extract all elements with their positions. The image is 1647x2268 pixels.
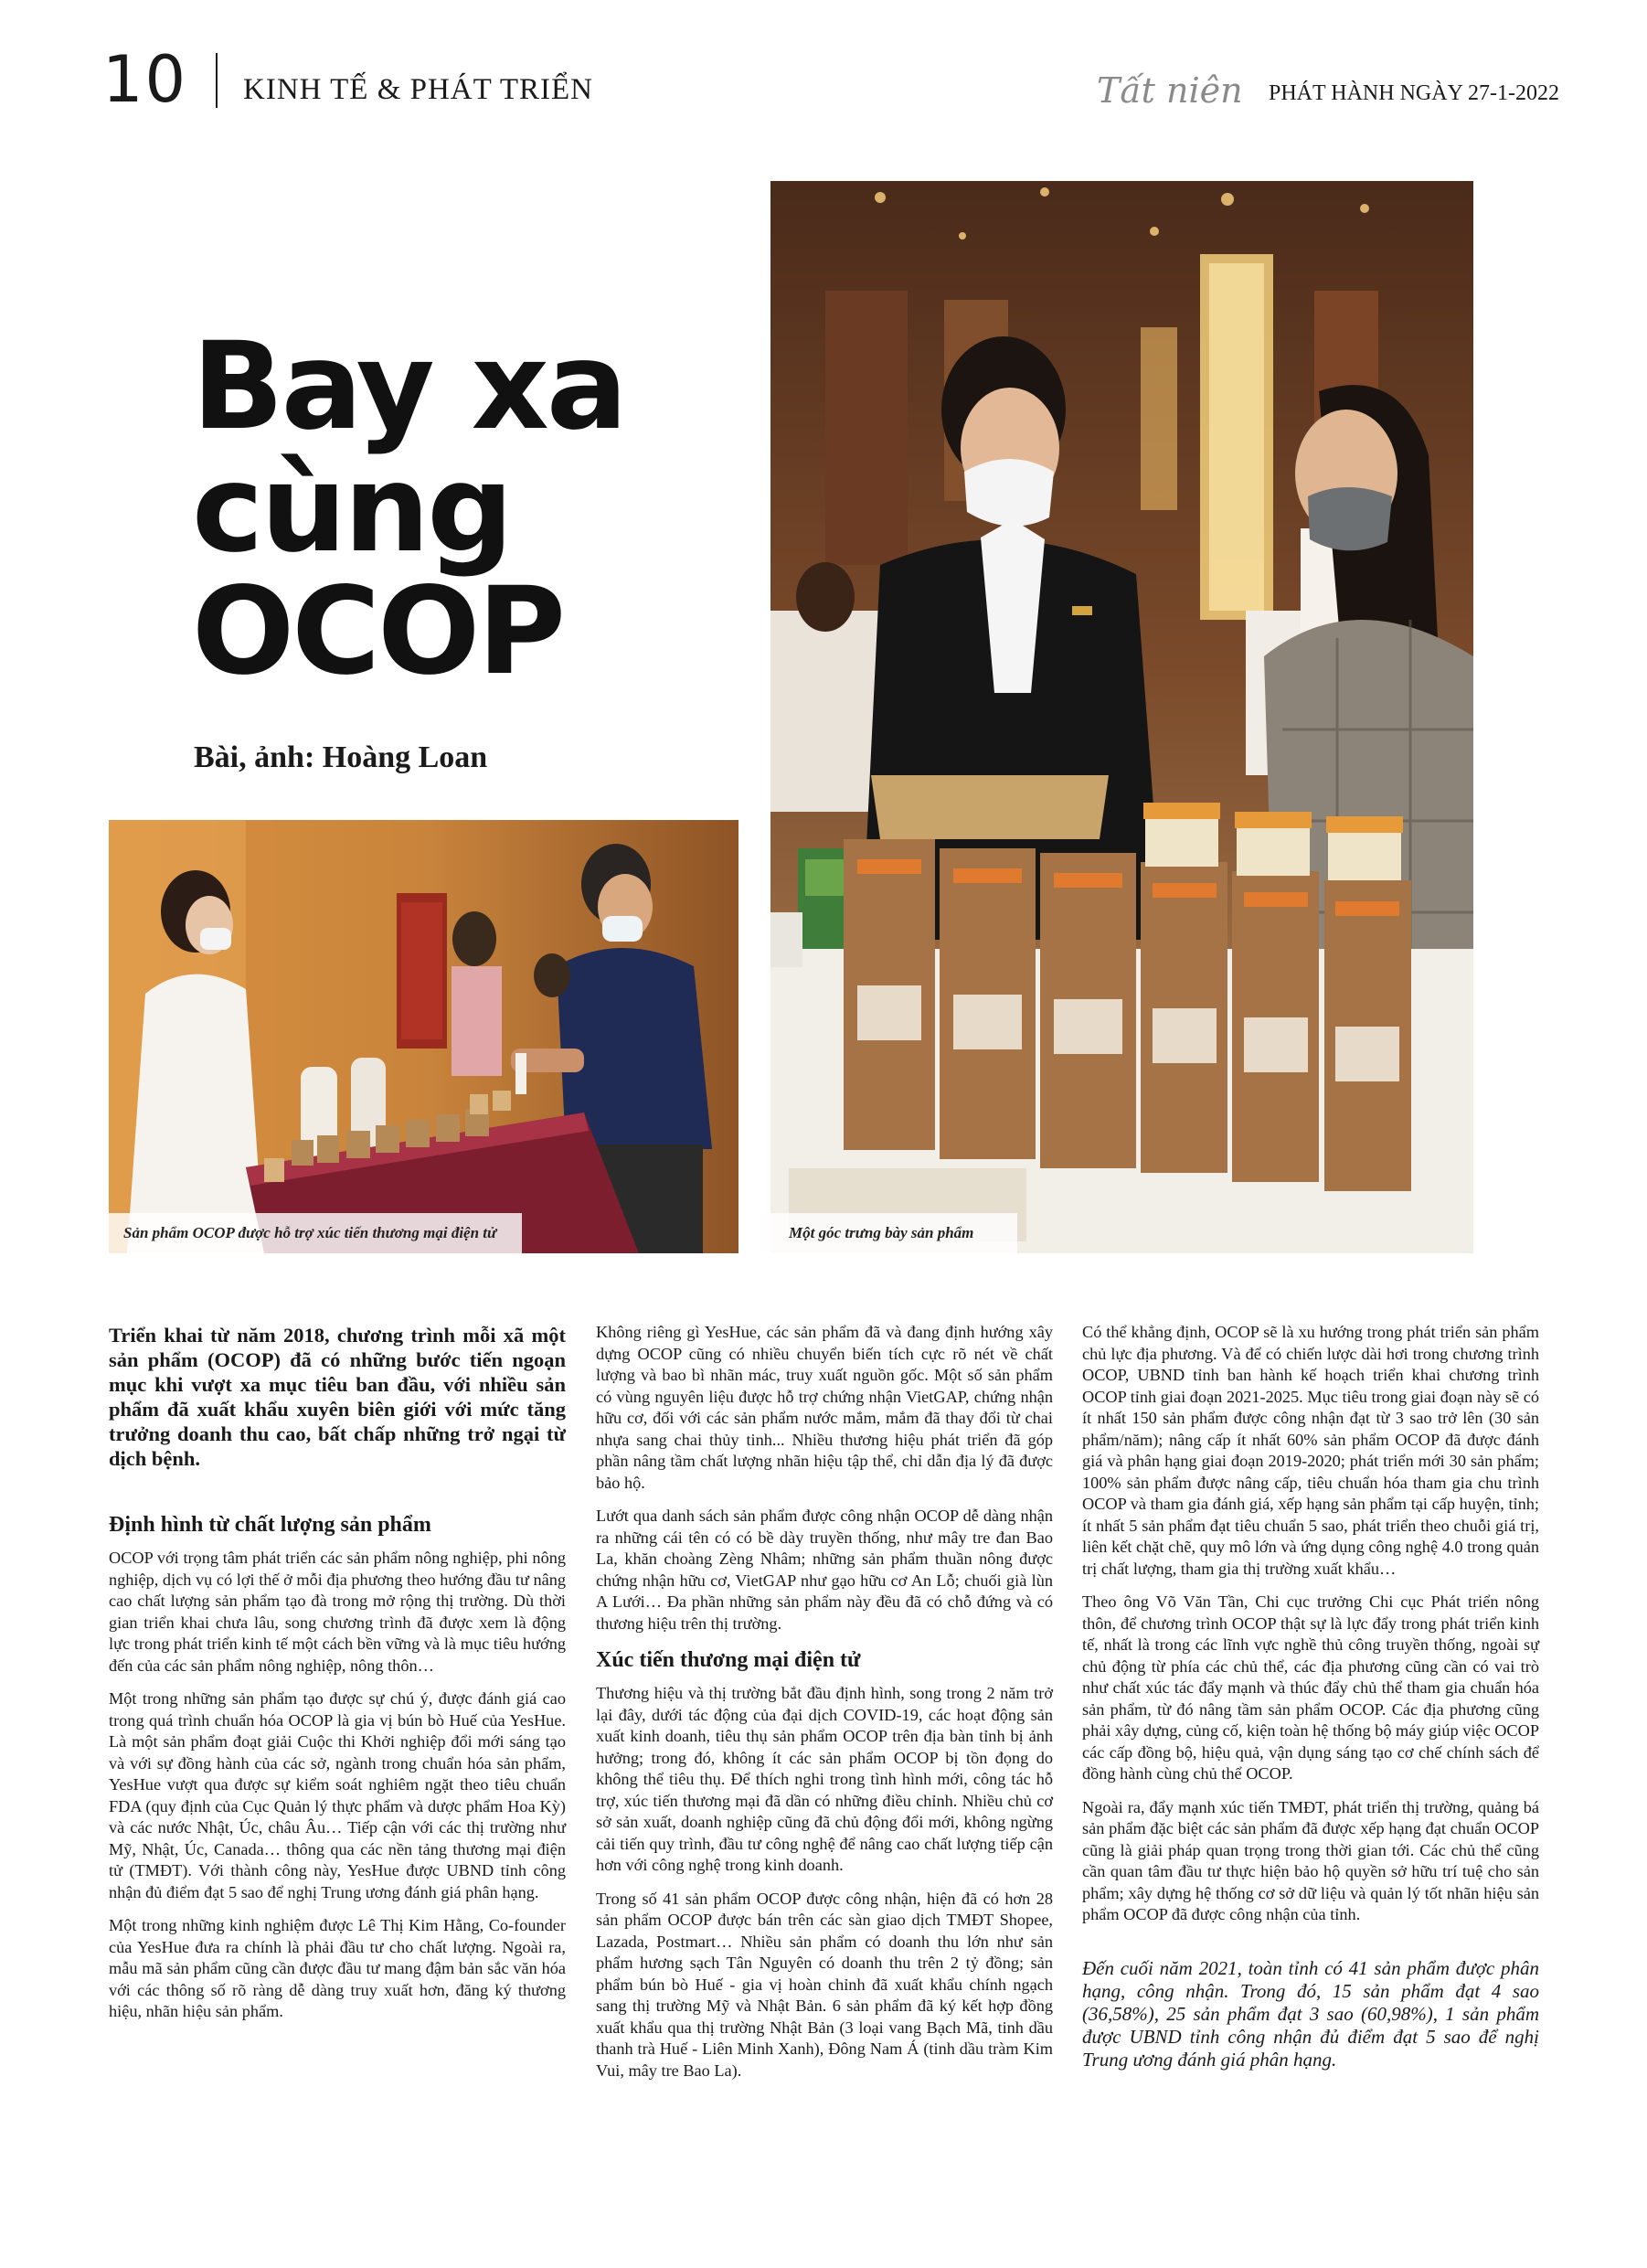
publication-date: PHÁT HÀNH NGÀY 27-1-2022 xyxy=(1269,81,1559,105)
paragraph: Ngoài ra, đẩy mạnh xúc tiến TMĐT, phát triển thị trường, quảng bá sản phẩm đặc biệt các sản phẩm đã được xếp hạng đạt chuẩn OCOP cũng là giải pháp quan trọng trong thời gian tới. Các chủ thể cũng cần quan tâm đầu tư thực hiện bảo hộ quyền sở hữu trí tuệ cho sản phẩm; xây dựng hệ thống cơ sở dữ liệu và quản lý tốt nhãn hiệu sản phẩm OCOP đã được công nhận của tỉnh. xyxy=(1082,1797,1539,1923)
paragraph: Theo ông Võ Văn Tần, Chi cục trưởng Chi cục Phát triển nông thôn, để chương trình OCOP thật sự là lực đẩy trong phát triển kinh tế, nhất là trong các lĩnh vực nghề thủ công truyền thống, ngoài sự chủ động từ phía các chủ thể, các địa phương cũng cần có vai trò như chất xúc tác đẩy mạnh và thúc đẩy chủ thể tham gia chuẩn hóa sản phẩm, từ đó nâng tầm sản phẩm OCOP. Các địa phương cũng phải xây dựng, củng cố, kiện toàn hệ thống bộ máy giúp việc OCOP các cấp đồng bộ, hiệu quả, vận dụng sáng tạo cơ chế chính sách để đồng hành cùng chủ thể OCOP. xyxy=(1082,1592,1539,1783)
article-lede: Triển khai từ năm 2018, chương trình mỗi xã một sản phẩm (OCOP) đã có những bước tiến ngoạn mục khi vượt xa mục tiêu ban đầu, với nhiều sản phẩm đã xuất khẩu xuyên biên giới với mức tăng trưởng doanh thu cao, bất chấp những trở ngại từ dịch bệnh. xyxy=(109,1324,566,1470)
section-title: KINH TẾ & PHÁT TRIỂN xyxy=(243,73,593,106)
headline-line: cùng xyxy=(192,439,511,580)
closing-note: Đến cuối năm 2021, toàn tỉnh có 41 sản phẩm được phân hạng, công nhận. Trong đó, 15 sản phẩm đạt 4 sao (36,58%), 25 sản phẩm đạt 3 sao (60,98%), 1 sản phẩm được UBND tỉnh công nhận đủ điểm đạt 5 sao để nghị Trung ương đánh giá phân hạng. xyxy=(1082,1956,1539,2071)
photo-product-display xyxy=(109,820,738,1253)
headline-line: Bay xa xyxy=(192,316,625,457)
photo-left-image xyxy=(109,820,738,1253)
article-headline xyxy=(192,316,759,702)
paragraph: Trong số 41 sản phẩm OCOP được công nhận, hiện đã có hơn 28 sản phẩm OCOP được bán trên các sàn giao dịch TMĐT Shopee, Lazada, Postmart… Nhiều sản phẩm có doanh thu lớn như sản phẩm hương sạch Tân Nguyên có doanh thu trên 2 tỷ đồng; sản phẩm bún bò Huế - gia vị hoàn chỉnh đã xuất khẩu chính ngạch sang thị trường Mỹ và Nhật Bản. 6 sản phẩm đã ký kết hợp đồng xuất khẩu qua thị trường Nhật Bản (3 loại vang Bạch Mã, tinh dầu thanh trà Huế - Liên Minh Xanh), Đông Nam Á (tinh dầu tràm Kim Vui, mây tre Bao La). xyxy=(596,1889,1053,2080)
article-column-2 xyxy=(596,1322,1053,2093)
paragraph: Có thể khẳng định, OCOP sẽ là xu hướng trong phát triển sản phẩm chủ lực địa phương. Và để có chiến lược dài hơi trong chương trình OCOP, UBND tỉnh ban hành kế hoạch triển khai chương trình OCOP tỉnh giai đoạn 2021-2025. Mục tiêu trong giai đoạn này sẽ có ít nhất 150 sản phẩm được công nhận đạt từ 3 sao trở lên (30 sản phẩm/năm); nâng cấp ít nhất 60% sản phẩm OCOP đã được đánh giá và phân hạng giai đoạn 2019-2020; phát triển mới 30 sản phẩm; 100% sản phẩm được nâng cấp, tiêu chuẩn hóa tham gia chu trình OCOP và tham gia đánh giá, xếp hạng sản phẩm tại cấp huyện, tỉnh; ít nhất 5 sản phẩm đạt tiêu chuẩn 5 sao, phát triển theo chuỗi giá trị, liên kết chặt chẽ, quy mô lớn và ứng dụng công nghệ 4.0 trong quản trị chất lượng, tham gia thị trường xuất khẩu… xyxy=(1082,1323,1539,1578)
paragraph: Một trong những kinh nghiệm được Lê Thị Kim Hằng, Co-founder của YesHue đưa ra chính là phải đầu tư cho chất lượng. Ngoài ra, mẫu mã sản phẩm cũng cần được đầu tư mang đậm bản sắc văn hóa với các thông số rõ ràng dễ dàng truy xuất hơn, đăng ký thương hiệu, nhãn hiệu sản phẩm. xyxy=(109,1916,566,2020)
photo-caption: Sản phẩm OCOP được hỗ trợ xúc tiến thương mại điện tử xyxy=(109,1213,522,1253)
page-number: 10 xyxy=(102,42,188,117)
paragraph: Không riêng gì YesHue, các sản phẩm đã và đang định hướng xây dựng OCOP cũng có nhiều chuyển biến tích cực rõ nét về chất lượng và bao bì nhãn mác, truy xuất nguồn gốc. Một số sản phẩm có vùng nguyên liệu được hỗ trợ chứng nhận VietGAP, chứng nhận hữu cơ, đối với các sản phẩm nước mắm, mắm đã thay đổi từ chai nhựa sang chai thủy tinh... Nhiều thương hiệu phát triển đã góp phần nâng tầm chất lượng nhãn hiệu tập thể, chỉ dẫn địa lý đã được bảo hộ. xyxy=(596,1323,1053,1492)
paragraph: Thương hiệu và thị trường bắt đầu định hình, song trong 2 năm trở lại đây, dưới tác động của đại dịch COVID-19, các hoạt động sản xuất kinh doanh, tiêu thụ sản phẩm OCOP trên địa bàn tỉnh bị ảnh hưởng; trong đó, không ít các sản phẩm OCOP bị tồn đọng do không thể tiêu thụ. Để thích nghi trong tình hình mới, công tác hỗ trợ, xúc tiến thương mại đã dần có những điều chỉnh. Nhiều chủ cơ sở sản xuất, doanh nghiệp cũng đã chủ động đổi mới, không ngừng cải tiến quy trình, đầu tư công nghệ để nâng cao chất lượng tiếp cận hơn với công nghệ trong kinh doanh. xyxy=(596,1684,1053,1874)
photo-right-image xyxy=(770,181,1473,1253)
paragraph: Lướt qua danh sách sản phẩm được công nhận OCOP dễ dàng nhận ra những cái tên có có bề dày truyền thống, như mây tre đan Bao La, khăn choàng Zèng Nhâm; những sản phẩm thuần nông được chứng nhận hữu cơ, VietGAP như gạo hữu cơ An Lỗ; chuối già lùn A Lưới… Đa phần những sản phẩm này đều đã có chỗ đứng và có thương hiệu trên thị trường. xyxy=(596,1507,1053,1633)
header-divider xyxy=(216,53,218,108)
photo-product-corner xyxy=(770,181,1473,1253)
subheading: Xúc tiến thương mại điện tử xyxy=(596,1648,861,1672)
subheading: Định hình từ chất lượng sản phẩm xyxy=(109,1513,431,1537)
headline-line: OCOP xyxy=(192,561,564,702)
issue-label: Tất niên xyxy=(1097,70,1243,111)
paragraph: Một trong những sản phẩm tạo được sự chú ý, được đánh giá cao trong quá trình chuẩn hóa OCOP là gia vị bún bò Huế của YesHue. Là một sản phẩm đoạt giải Cuộc thi Khởi nghiệp đổi mới sáng tạo và với sự đồng hành của các sở, ngành trong chuẩn hóa sản phẩm, YesHue vượt qua được sự kiểm soát nghiêm ngặt theo tiêu chuẩn FDA (quy định của Cục Quản lý thực phẩm và dược phẩm Hoa Kỳ) và các nước Nhật, Úc, châu Âu… Tiếp cận với các thị trường như Mỹ, Nhật, Úc, Canada… thông qua các nền tảng thương mại điện tử (TMĐT). Với thành công này, YesHue được UBND tỉnh công nhận đủ điểm đạt 5 sao để nghị Trung ương đánh giá phân hạng. xyxy=(109,1689,566,1901)
paragraph: OCOP với trọng tâm phát triển các sản phẩm nông nghiệp, phi nông nghiệp, dịch vụ có lợi thế ở mỗi địa phương theo hướng đầu tư nâng cao chất lượng sản phẩm tạo đà trong mở rộng thị trường. Dù thời gian triển khai chưa lâu, song chương trình đã được xem là động lực trong phát triển kinh tế một cách bền vững và là mục tiêu hướng đến của các sản phẩm nông nghiệp, nông thôn… xyxy=(109,1549,566,1675)
photo-caption: Một góc trưng bày sản phẩm xyxy=(770,1213,1017,1253)
byline: Bài, ảnh: Hoàng Loan xyxy=(194,740,488,774)
article-column-1 xyxy=(109,1323,566,2035)
article-column-3 xyxy=(1082,1322,1539,2083)
